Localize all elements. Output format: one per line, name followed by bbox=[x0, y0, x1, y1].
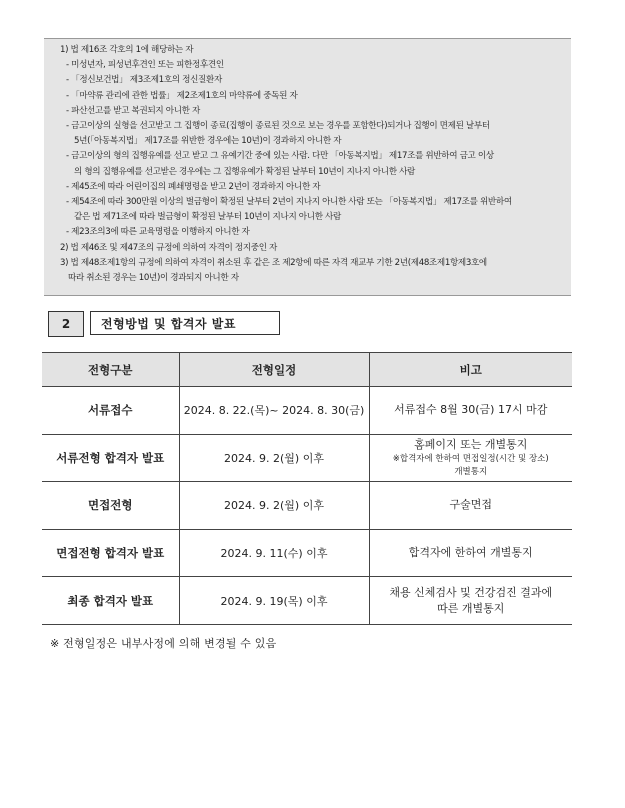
stage-cell: 최종 합격자 발표 bbox=[42, 577, 179, 625]
qualification-line: 3) 법 제48조제1항의 규정에 의하여 자격이 취소된 후 같은 조 제2항에 따른 자격 재교부 기한 2년(제48조제1항제3호에 bbox=[60, 257, 487, 268]
note-cell bbox=[369, 387, 572, 435]
note-text: 서류접수 8월 30(금) 17시 마감 bbox=[394, 403, 548, 417]
note-text: 구술면접 bbox=[449, 498, 492, 512]
stage-cell: 면접전형 bbox=[42, 482, 179, 530]
section-title: 전형방법 및 합격자 발표 bbox=[90, 311, 280, 335]
qualification-line: - 금고이상의 실형을 선고받고 그 집행이 종료(집행이 종료된 것으로 보는 경우를 포함한다)되거나 집행이 면제된 날부터 bbox=[66, 121, 490, 132]
note-subnote: ※합격자에 한하여 면접일정(시간 및 장소) bbox=[392, 453, 549, 464]
header-stage: 전형구분 bbox=[42, 353, 179, 387]
table-row bbox=[42, 482, 572, 530]
table-row bbox=[42, 577, 572, 625]
qualification-line: - 제45조에 따라 어린이집의 폐쇄명령을 받고 2년이 경과하지 아니한 자 bbox=[66, 181, 321, 192]
note-text-cont: 따른 개별통지 bbox=[437, 601, 505, 615]
section-number: 2 bbox=[48, 311, 84, 337]
stage-cell: 면접전형 합격자 발표 bbox=[42, 529, 179, 577]
note-text: 합격자에 한하여 개별통지 bbox=[408, 546, 533, 560]
date-cell: 2024. 8. 22.(목)~ 2024. 8. 30(금) bbox=[179, 387, 369, 435]
date-cell: 2024. 9. 2(월) 이후 bbox=[179, 434, 369, 482]
qualification-line: - 파산선고를 받고 복권되지 아니한 자 bbox=[66, 105, 200, 116]
header-note: 비고 bbox=[369, 353, 572, 387]
date-cell: 2024. 9. 2(월) 이후 bbox=[179, 482, 369, 530]
qualification-line: 의 형의 집행유예를 선고받은 경우에는 그 집행유예가 확정된 날부터 10년이 지나지 아니한 사람 bbox=[74, 166, 415, 177]
note-text: 홈페이지 또는 개별통지 bbox=[414, 437, 528, 451]
qualification-line: 1) 법 제16조 각호의 1에 해당하는 자 bbox=[60, 45, 194, 55]
qualification-line: - 제23조의3에 따른 교육명령을 이행하지 아니한 자 bbox=[66, 227, 250, 238]
qualification-line: 5년(「아동복지법」 제17조를 위반한 경우에는 10년)이 경과하지 아니한 자 bbox=[74, 136, 342, 147]
note-cell bbox=[369, 482, 572, 530]
qualification-line: 따라 취소된 경우는 10년)이 경과되지 아니한 자 bbox=[68, 273, 239, 284]
qualification-line: 2) 법 제46조 및 제47조의 규정에 의하여 자격이 정지중인 자 bbox=[60, 242, 278, 253]
qualification-line: - 「마약류 관리에 관한 법률」 제2조제1호의 마약류에 중독된 자 bbox=[66, 90, 298, 101]
schedule-table bbox=[42, 352, 572, 625]
qualification-line: 같은 법 제71조에 따라 벌금형이 확정된 날부터 10년이 지나지 아니한 사람 bbox=[74, 212, 341, 223]
date-cell: 2024. 9. 19(목) 이후 bbox=[179, 577, 369, 625]
note-cell bbox=[369, 577, 572, 625]
stage-cell: 서류전형 합격자 발표 bbox=[42, 434, 179, 482]
table-header-row bbox=[42, 353, 572, 387]
header-schedule: 전형일정 bbox=[179, 353, 369, 387]
qualification-line: - 「정신보건법」 제3조제1호의 정신질환자 bbox=[66, 75, 222, 86]
disqualification-box bbox=[44, 38, 571, 296]
date-cell: 2024. 9. 11(수) 이후 bbox=[179, 529, 369, 577]
table-row bbox=[42, 529, 572, 577]
table-row bbox=[42, 387, 572, 435]
stage-cell: 서류접수 bbox=[42, 387, 179, 435]
note-subnote-cont: 개별통지 bbox=[454, 466, 488, 477]
footnote: ※ 전형일정은 내부사정에 의해 변경될 수 있음 bbox=[50, 637, 277, 650]
table-row bbox=[42, 434, 572, 482]
qualification-line: - 제54조에 따라 300만원 이상의 벌금형이 확정된 날부터 2년이 지나지 아니한 사람 또는 「아동복지법」 제17조를 위반하여 bbox=[66, 197, 512, 208]
note-cell bbox=[369, 434, 572, 482]
qualification-line: - 미성년자, 피성년후견인 또는 피한정후견인 bbox=[66, 60, 224, 71]
section-header bbox=[48, 311, 280, 337]
note-text: 채용 신체검사 및 건강검진 결과에 bbox=[389, 585, 553, 599]
qualification-line: - 금고이상의 형의 집행유예를 선고 받고 그 유예기간 중에 있는 사람. 다만 「아동복지법」 제17조를 위반하여 금고 이상 bbox=[66, 151, 494, 162]
note-cell bbox=[369, 529, 572, 577]
